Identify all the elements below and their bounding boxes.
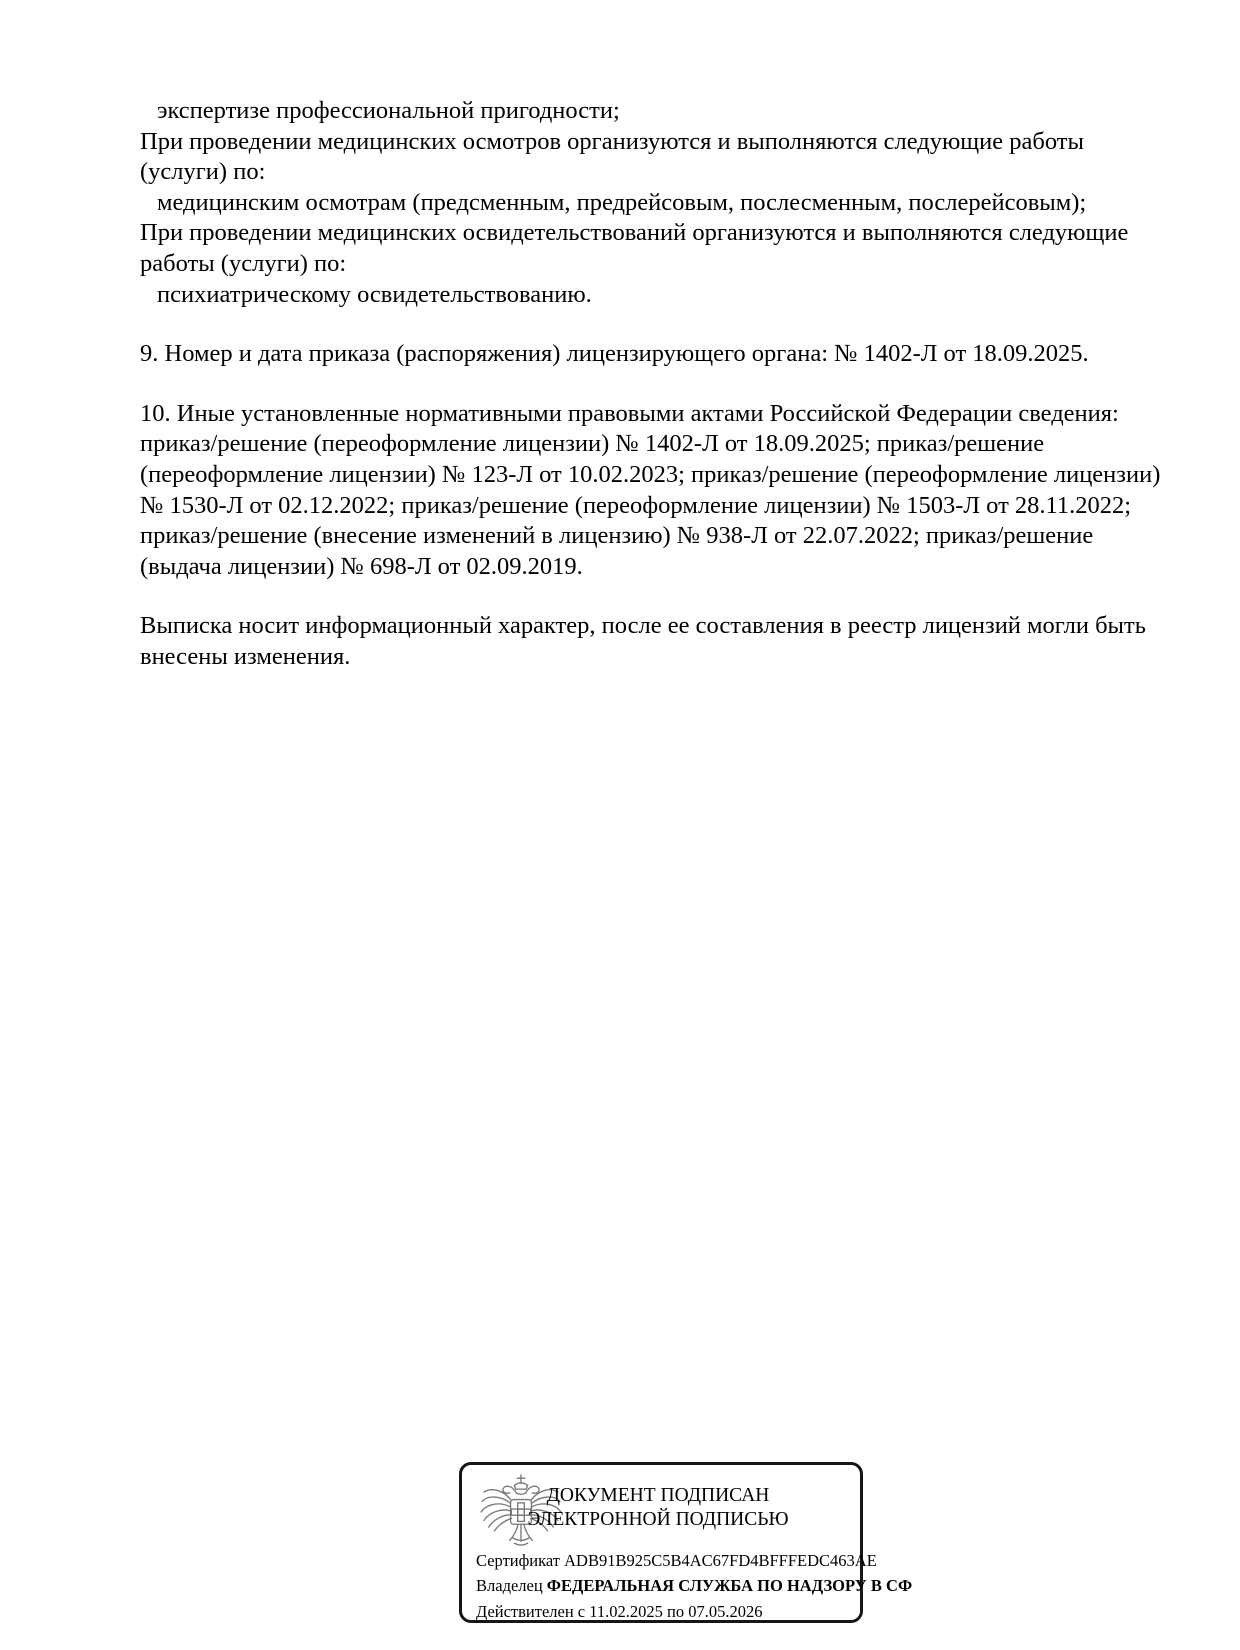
body-line: экспертизе профессиональной пригодности;: [157, 97, 620, 124]
certificate-row: [476, 1551, 877, 1571]
body-line: внесены изменения.: [140, 642, 351, 670]
body-line: психиатрическому освидетельствованию.: [157, 280, 592, 308]
owner-row: [476, 1576, 913, 1596]
owner-label: Владелец: [476, 1576, 543, 1595]
electronic-signature-stamp: [459, 1462, 913, 1623]
stamp-title: [528, 1484, 789, 1532]
paragraph-section-9: [140, 339, 1160, 370]
stamp-title-line1: ДОКУМЕНТ ПОДПИСАН: [546, 1485, 770, 1506]
body-line: 9. Номер и дата приказа (распоряжения) лицензирующего органа: № 1402-Л от 18.09.2025.: [140, 340, 1089, 368]
paragraph-works-list: [140, 96, 1160, 310]
body-line: приказ/решение (внесение изменений в лицензию) № 938-Л от 22.07.2022; приказ/решение: [140, 522, 1094, 550]
document-body: [140, 96, 1160, 673]
certificate-value: ADB91B925C5B4AC67FD4BFFFEDC463AE: [564, 1551, 877, 1570]
paragraph-disclaimer: [140, 611, 1160, 672]
body-line: При проведении медицинских осмотров организуются и выполняются следующие работы: [140, 127, 1084, 155]
body-line: (переоформление лицензии) № 123-Л от 10.02.2023; приказ/решение (переоформление лицензии): [140, 460, 1161, 488]
owner-value: ФЕДЕРАЛЬНАЯ СЛУЖБА ПО НАДЗОРУ В С: [546, 1576, 898, 1595]
body-line: (услуги) по:: [140, 158, 266, 186]
owner-value-clipped: Ф: [897, 1576, 913, 1595]
body-line: № 1530-Л от 02.12.2022; приказ/решение (переоформление лицензии) № 1503-Л от 28.11.2022;: [140, 491, 1132, 519]
body-line: При проведении медицинских освидетельствований организуются и выполняются следующие: [140, 219, 1129, 247]
body-line: работы (услуги) по:: [140, 249, 347, 277]
body-line: (выдача лицензии) № 698-Л от 02.09.2019.: [140, 552, 583, 580]
stamp-title-line2: ЭЛЕКТРОННОЙ ПОДПИСЬЮ: [527, 1509, 789, 1530]
body-line: Выписка носит информационный характер, после ее составления в реестр лицензий могли быть: [140, 612, 1146, 640]
paragraph-section-10: [140, 399, 1160, 583]
body-line: приказ/решение (переоформление лицензии) № 1402-Л от 18.09.2025; приказ/решение: [140, 430, 1045, 458]
certificate-label: Сертификат: [476, 1551, 560, 1570]
body-line: медицинским осмотрам (предсменным, предрейсовым, послесменным, послерейсовым);: [157, 188, 1087, 216]
validity-row: Действителен с 11.02.2025 по 07.05.2026: [476, 1602, 763, 1621]
body-line: 10. Иные установленные нормативными правовыми актами Российской Федерации сведения:: [140, 399, 1119, 427]
